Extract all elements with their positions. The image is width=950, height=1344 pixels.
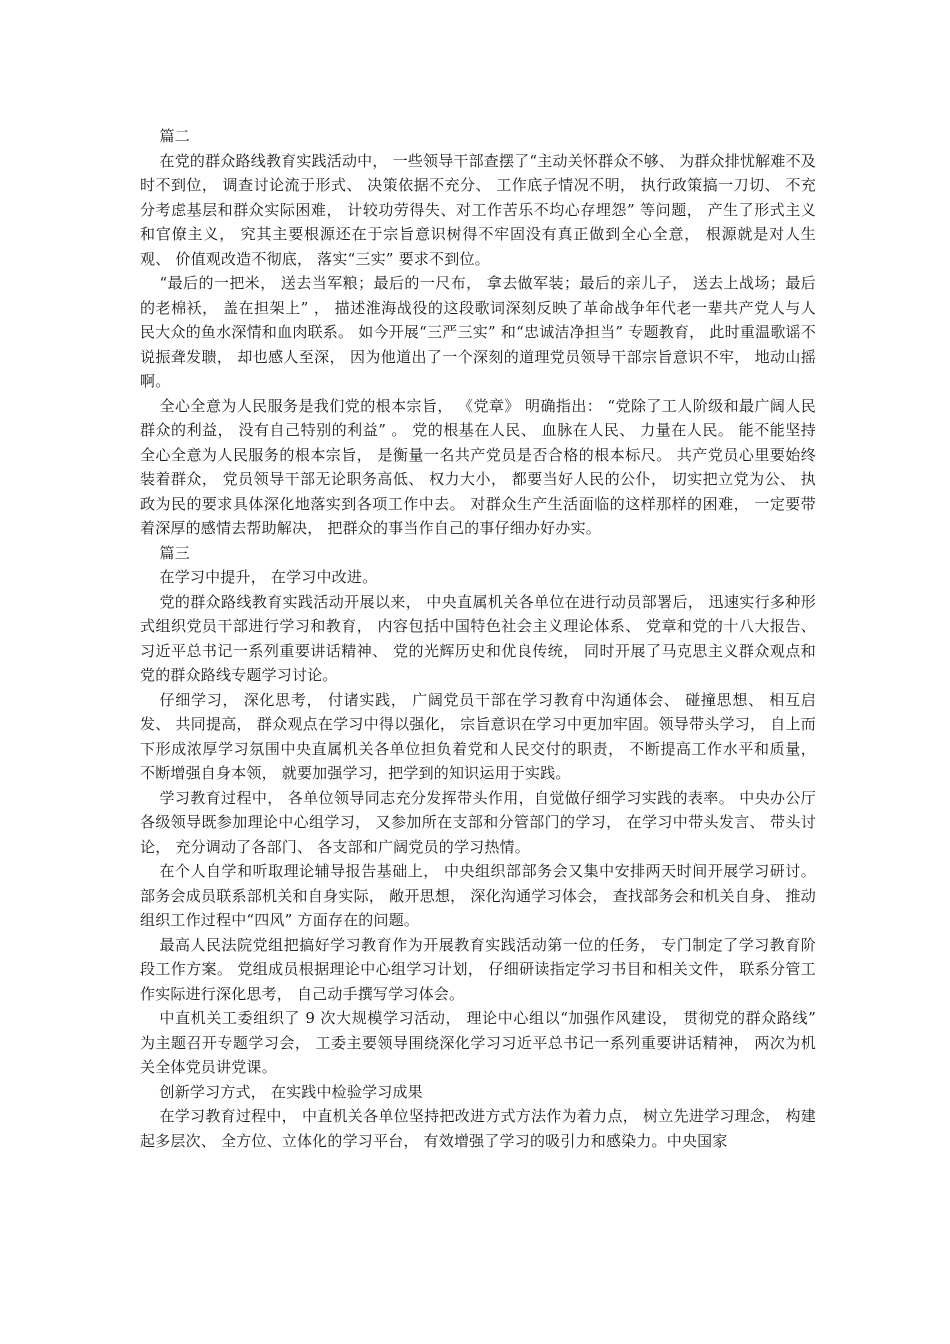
paragraph: 在学习中提升， 在学习中改进。: [159, 568, 378, 586]
section-heading-3: 篇三: [159, 543, 190, 562]
paragraph: 中直机关工委组织了 9 次大规模学习活动， 理论中心组以“加强作风建设， 贯彻党的群众路线” 为主题召开专题学习会， 工委主要领导围绕深化学习习近平总书记一系列重要讲话精神， 两次为机关全体党员讲党课。: [140, 1009, 816, 1076]
paragraph: 全心全意为人民服务是我们党的根本宗旨， 《党章》 明确指出： “党除了工人阶级和最广阔人民群众的利益， 没有自己特别的利益” 。 党的根基在人民、 血脉在人民、 力量在人民。 能不能坚持全心全意为人民服务的根本宗旨， 是衡量一名共产党员是否合格的根本标尺。 共产党员心里要始终装着群众， 党员领导干部无论职务高低、 权力大小， 都要当好人民的公仆， 切实把立党为公、 执政为民的要求具体深化地落实到各项工作中去。 对群众生产生活面临的这样那样的困难， 一定要带着深厚的感情去帮助解决， 把群众的事当作自己的事仔细办好办实。: [140, 396, 816, 537]
document-body: [140, 124, 816, 1153]
section-heading-2: 篇二: [159, 127, 190, 145]
paragraph: 最高人民法院党组把搞好学习教育作为开展教育实践活动第一位的任务， 专门制定了学习教育阶段工作方案。 党组成员根据理论中心组学习计划， 仔细研读指定学习书目和相关文件， 联系分管工作实际进行深化思考， 自己动手撰写学习体会。: [140, 935, 816, 1003]
paragraph: 仔细学习， 深化思考， 付诸实践， 广阔党员干部在学习教育中沟通体会、 碰撞思想、 相互启发、 共同提高， 群众观点在学习中得以强化， 宗旨意识在学习中更加牢固。领导带头学习， 自上而下形成浓厚学习氛围中央直属机关各单位担负着党和人民交付的职责， 不断提高工作水平和质量， 不断增强自身本领， 就要加强学习，把学到的知识运用于实践。: [140, 690, 816, 782]
paragraph: “最后的一把米， 送去当军粮；最后的一尺布， 拿去做军装；最后的亲儿子， 送去上战场；最后的老棉袄， 盖在担架上” ， 描述淮海战役的这段歌词深刻反映了革命战争年代老一辈共产党人与人民大众的鱼水深情和血肉联系。 如今开展“三严三实” 和“忠诚洁净担当” 专题教育， 此时重温歌谣不说振聋发聩， 却也感人至深， 因为他道出了一个深刻的道理党员领导干部宗旨意识不牢， 地动山摇啊。: [140, 274, 816, 390]
paragraph: 学习教育过程中， 各单位领导同志充分发挥带头作用，自觉做仔细学习实践的表率。 中央办公厅各级领导既参加理论中心组学习， 又参加所在支部和分管部门的学习， 在学习中带头发言、 带头讨论， 充分调动了各部门、 各支部和广阔党员的学习热情。: [140, 788, 816, 856]
paragraph: 党的群众路线教育实践活动开展以来， 中央直属机关各单位在进行动员部署后， 迅速实行多种形式组织党员干部进行学习和教育， 内容包括中国特色社会主义理论体系、 党章和党的十八大报告、 习近平总书记一系列重要讲话精神、 党的光辉历史和优良传统， 同时开展了马克思主义群众观点和党的群众路线专题学习讨论。: [140, 592, 816, 684]
paragraph: 在学习教育过程中， 中直机关各单位坚持把改进方式方法作为着力点， 树立先进学习理念， 构建起多层次、 全方位、立体化的学习平台， 有效增强了学习的吸引力和感染力。中央国家: [140, 1107, 816, 1150]
paragraph: 创新学习方式， 在实践中检验学习成果: [159, 1082, 423, 1101]
paragraph: 在党的群众路线教育实践活动中， 一些领导干部查摆了“主动关怀群众不够、 为群众排忧解难不及时不到位， 调查讨论流于形式、 决策依据不充分、 工作底子情况不明， 执行政策搞一刀切、 不充分考虑基层和群众实际困难， 计较功劳得失、对工作苦乐不均心存埋怨” 等问题， 产生了形式主义和官僚主义， 究其主要根源还在于宗旨意识树得不牢固没有真正做到全心全意， 根源就是对人生观、 价值观改造不彻底， 落实“三实” 要求不到位。: [140, 151, 816, 268]
paragraph: 在个人自学和听取理论辅导报告基础上， 中央组织部部务会又集中安排两天时间开展学习研讨。 部务会成员联系部机关和自身实际， 敞开思想， 深化沟通学习体会， 查找部务会和机关自身、 推动组织工作过程中“四风” 方面存在的问题。: [140, 862, 816, 929]
